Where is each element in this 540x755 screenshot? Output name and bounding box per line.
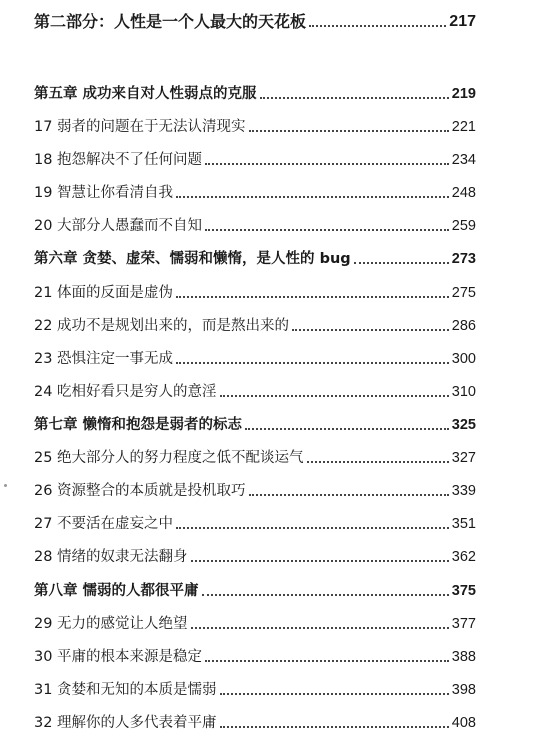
toc-entry — [34, 444, 476, 468]
toc-leader-dots — [249, 493, 449, 496]
toc-entry — [34, 312, 476, 336]
toc-entry-page: 300 — [451, 351, 476, 367]
toc-entry — [34, 279, 476, 303]
toc-entry-title: 18 抱怨解决不了任何问题 — [34, 152, 203, 168]
toc-entry — [34, 510, 476, 534]
toc-entry-page: 339 — [451, 483, 476, 499]
toc-chapter-5 — [34, 80, 476, 104]
toc-entry-page: 362 — [451, 549, 476, 565]
toc-entry-title: 27 不要活在虚妄之中 — [34, 516, 174, 532]
toc-part-page: 217 — [449, 13, 476, 30]
toc-entry — [34, 610, 476, 634]
toc-entry-title: 28 情绪的奴隶无法翻身 — [34, 549, 188, 565]
toc-entry-title: 第七章 懒惰和抱怨是弱者的标志 — [34, 417, 243, 433]
toc-entry-page: 286 — [451, 318, 476, 334]
toc-entry-title: 31 贪婪和无知的本质是懦弱 — [34, 682, 217, 698]
toc-leader-dots — [176, 526, 449, 529]
toc-entry — [34, 345, 476, 369]
toc-leader-dots — [202, 593, 449, 596]
toc-entry-title: 19 智慧让你看清自我 — [34, 185, 174, 201]
toc-leader-dots — [176, 361, 449, 364]
toc-leader-dots — [220, 725, 449, 728]
toc-part-line — [34, 8, 476, 32]
toc-leader-dots — [205, 659, 449, 662]
toc-leader-dots — [307, 460, 449, 463]
toc-entry-title: 26 资源整合的本质就是投机取巧 — [34, 483, 246, 499]
toc-entry — [34, 477, 476, 501]
toc-leader-dots — [354, 261, 449, 264]
toc-entry-page: 351 — [451, 516, 476, 532]
toc-entry-page: 234 — [451, 152, 476, 168]
toc-entry-page: 325 — [451, 417, 476, 433]
toc-chapter-8 — [34, 577, 476, 601]
toc-entry-title: 24 吃相好看只是穷人的意淫 — [34, 384, 217, 400]
toc-entry-title: 第六章 贪婪、虚荣、懦弱和懒惰，是人性的 bug — [34, 251, 351, 267]
toc-leader-dots — [309, 24, 446, 27]
toc-entry-title: 21 体面的反面是虚伪 — [34, 285, 174, 301]
scan-speck — [4, 484, 7, 487]
toc-entry-title: 17 弱者的问题在于无法认清现实 — [34, 119, 246, 135]
toc-entry-title: 22 成功不是规划出来的，而是熬出来的 — [34, 318, 290, 334]
toc-entry — [34, 378, 476, 402]
toc-entry-title: 第五章 成功来自对人性弱点的克服 — [34, 86, 257, 102]
toc-entry-page: 310 — [451, 384, 476, 400]
toc-leader-dots — [205, 228, 449, 231]
toc-entry-title: 29 无力的感觉让人绝望 — [34, 616, 188, 632]
toc-entry-title: 23 恐惧注定一事无成 — [34, 351, 174, 367]
toc-entry-page: 275 — [451, 285, 476, 301]
toc-leader-dots — [191, 626, 449, 629]
toc-entry-page: 273 — [451, 251, 476, 267]
toc-entry — [34, 113, 476, 137]
toc-entry-page: 327 — [451, 450, 476, 466]
toc-entry-page: 377 — [451, 616, 476, 632]
toc-entry-page: 398 — [451, 682, 476, 698]
toc-entry — [34, 709, 476, 733]
toc-entry-page: 221 — [451, 119, 476, 135]
toc-entry-page: 375 — [451, 583, 476, 599]
toc-entry-page: 259 — [451, 218, 476, 234]
toc-entry — [34, 543, 476, 567]
toc-leader-dots — [260, 96, 449, 99]
toc-leader-dots — [220, 394, 449, 397]
toc-entry — [34, 676, 476, 700]
toc-leader-dots — [176, 295, 449, 298]
toc-entry-page: 388 — [451, 649, 476, 665]
toc-entry-page: 219 — [451, 86, 476, 102]
toc-leader-dots — [191, 559, 449, 562]
toc-chapter-7 — [34, 411, 476, 435]
toc-leader-dots — [220, 692, 449, 695]
toc-entry — [34, 179, 476, 203]
toc-entry-title: 20 大部分人愚蠢而不自知 — [34, 218, 203, 234]
toc-leader-dots — [245, 427, 449, 430]
toc-entry-title: 32 理解你的人多代表着平庸 — [34, 715, 217, 731]
toc-leader-dots — [205, 162, 449, 165]
toc-entry — [34, 643, 476, 667]
toc-entry — [34, 146, 476, 170]
toc-entry-page: 248 — [451, 185, 476, 201]
toc-chapter-6 — [34, 245, 476, 269]
toc-entry-title: 25 绝大部分人的努力程度之低不配谈运气 — [34, 450, 304, 466]
toc-entry-title: 30 平庸的根本来源是稳定 — [34, 649, 203, 665]
toc-leader-dots — [176, 195, 449, 198]
toc-part-title: 第二部分：人性是一个人最大的天花板 — [34, 12, 307, 31]
toc-entry-title: 第八章 懦弱的人都很平庸 — [34, 583, 199, 599]
toc-leader-dots — [249, 129, 449, 132]
toc-entry-page: 408 — [451, 715, 476, 731]
toc-entry — [34, 212, 476, 236]
toc-leader-dots — [292, 328, 449, 331]
